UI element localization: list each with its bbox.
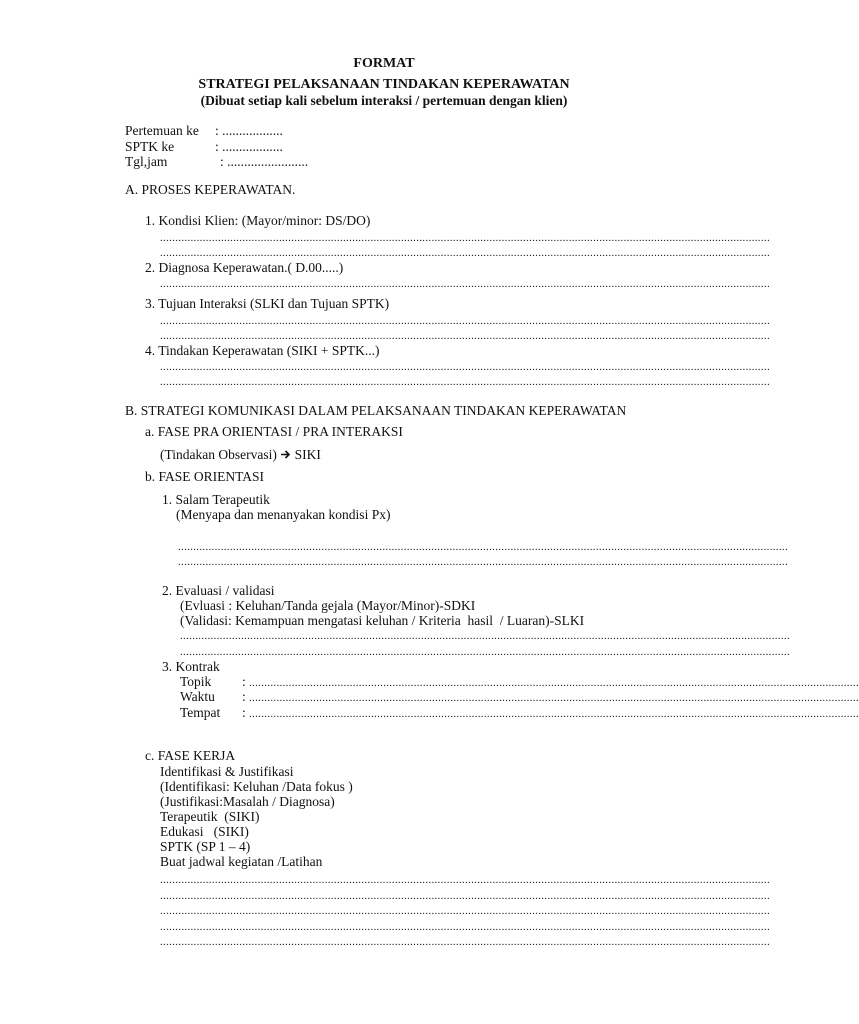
kontrak-label-topik: Topik bbox=[180, 674, 212, 689]
kerja-line: (Identifikasi: Keluhan /Data fokus ) bbox=[160, 779, 353, 794]
phase-a-row bbox=[160, 447, 321, 464]
kerja-line: Terapeutik (SIKI) bbox=[160, 809, 260, 824]
fill-line[interactable]: ........................................................................................................................................................................................................ bbox=[160, 874, 770, 886]
doc-title: FORMAT bbox=[353, 56, 415, 71]
salam-terapeutik: 1. Salam Terapeutik bbox=[162, 492, 270, 507]
fill-line[interactable]: ........................................................................................................................................................................................................ bbox=[160, 330, 770, 342]
item-diagnosa: 2. Diagnosa Keperawatan.( D.00.....) bbox=[145, 260, 344, 275]
fill-line[interactable]: ........................................................................................................................................................................................................ bbox=[180, 630, 790, 642]
kontrak-colon: : bbox=[242, 674, 246, 689]
evaluasi-heading: 2. Evaluasi / validasi bbox=[162, 583, 275, 598]
fill-line[interactable]: ........................................................................................................................................................................................................ bbox=[249, 677, 859, 689]
right-arrow-icon bbox=[280, 448, 291, 464]
evaluasi-line-2: (Validasi: Kemampuan mengatasi keluhan / Kriteria hasil / Luaran)-SLKI bbox=[180, 613, 585, 628]
doc-subtitle: STRATEGI PELAKSANAAN TINDAKAN KEPERAWATAN bbox=[198, 77, 570, 92]
evaluasi-line-1: (Evluasi : Keluhan/Tanda gejala (Mayor/Minor)-SDKI bbox=[180, 598, 476, 613]
meta-label-sptk: SPTK ke bbox=[125, 139, 175, 154]
meta-value-tgl[interactable]: : ........................ bbox=[220, 154, 309, 169]
item-tujuan: 3. Tujuan Interaksi (SLKI dan Tujuan SPTK) bbox=[145, 296, 390, 311]
kerja-line: Identifikasi & Justifikasi bbox=[160, 764, 294, 779]
kontrak-colon: : bbox=[242, 689, 246, 704]
fill-line[interactable]: ........................................................................................................................................................................................................ bbox=[160, 247, 770, 259]
kerja-line: Buat jadwal kegiatan /Latihan bbox=[160, 854, 323, 869]
fill-line[interactable]: ........................................................................................................................................................................................................ bbox=[160, 890, 770, 902]
fill-line[interactable]: ........................................................................................................................................................................................................ bbox=[160, 936, 770, 948]
kerja-line: (Justifikasi:Masalah / Diagnosa) bbox=[160, 794, 335, 809]
fill-line[interactable]: ........................................................................................................................................................................................................ bbox=[160, 376, 770, 388]
kontrak-label-tempat: Tempat bbox=[180, 705, 221, 720]
kerja-line: SPTK (SP 1 – 4) bbox=[160, 839, 251, 854]
phase-a-heading: a. FASE PRA ORIENTASI / PRA INTERAKSI bbox=[145, 424, 403, 439]
phase-b-heading: b. FASE ORIENTASI bbox=[145, 469, 265, 484]
phase-c-heading: c. FASE KERJA bbox=[145, 748, 236, 763]
fill-line[interactable]: ........................................................................................................................................................................................................ bbox=[160, 278, 770, 290]
fill-line[interactable]: ........................................................................................................................................................................................................ bbox=[160, 361, 770, 373]
salam-note: (Menyapa dan menanyakan kondisi Px) bbox=[176, 507, 391, 522]
meta-label-pertemuan: Pertemuan ke bbox=[125, 123, 199, 138]
fill-line[interactable]: ........................................................................................................................................................................................................ bbox=[180, 646, 790, 658]
doc-note: (Dibuat setiap kali sebelum interaksi / pertemuan dengan klien) bbox=[200, 93, 568, 108]
fill-line[interactable]: ........................................................................................................................................................................................................ bbox=[160, 315, 770, 327]
item-tindakan: 4. Tindakan Keperawatan (SIKI + SPTK...) bbox=[145, 343, 380, 358]
fill-line[interactable]: ........................................................................................................................................................................................................ bbox=[160, 905, 770, 917]
meta-value-sptk[interactable]: : .................. bbox=[215, 139, 283, 154]
meta-label-tgl: Tgl,jam bbox=[125, 154, 168, 169]
fill-line[interactable]: ........................................................................................................................................................................................................ bbox=[178, 556, 788, 568]
phase-a-result: SIKI bbox=[294, 447, 321, 462]
fill-line[interactable]: ........................................................................................................................................................................................................ bbox=[249, 692, 859, 704]
kontrak-heading: 3. Kontrak bbox=[162, 659, 220, 674]
fill-line[interactable]: ........................................................................................................................................................................................................ bbox=[160, 232, 770, 244]
phase-a-text: (Tindakan Observasi) bbox=[160, 447, 277, 462]
fill-line[interactable]: ........................................................................................................................................................................................................ bbox=[249, 708, 859, 720]
meta-value-pertemuan[interactable]: : .................. bbox=[215, 123, 283, 138]
fill-line[interactable]: ........................................................................................................................................................................................................ bbox=[160, 921, 770, 933]
kerja-line: Edukasi (SIKI) bbox=[160, 824, 249, 839]
section-b-heading: B. STRATEGI KOMUNIKASI DALAM PELAKSANAAN TINDAKAN KEPERAWATAN bbox=[125, 403, 627, 418]
section-a-heading: A. PROSES KEPERAWATAN. bbox=[125, 182, 296, 197]
fill-line[interactable]: ........................................................................................................................................................................................................ bbox=[178, 541, 788, 553]
kontrak-label-waktu: Waktu bbox=[180, 689, 215, 704]
kontrak-colon: : bbox=[242, 705, 246, 720]
item-kondisi-klien: 1. Kondisi Klien: (Mayor/minor: DS/DO) bbox=[145, 213, 371, 228]
